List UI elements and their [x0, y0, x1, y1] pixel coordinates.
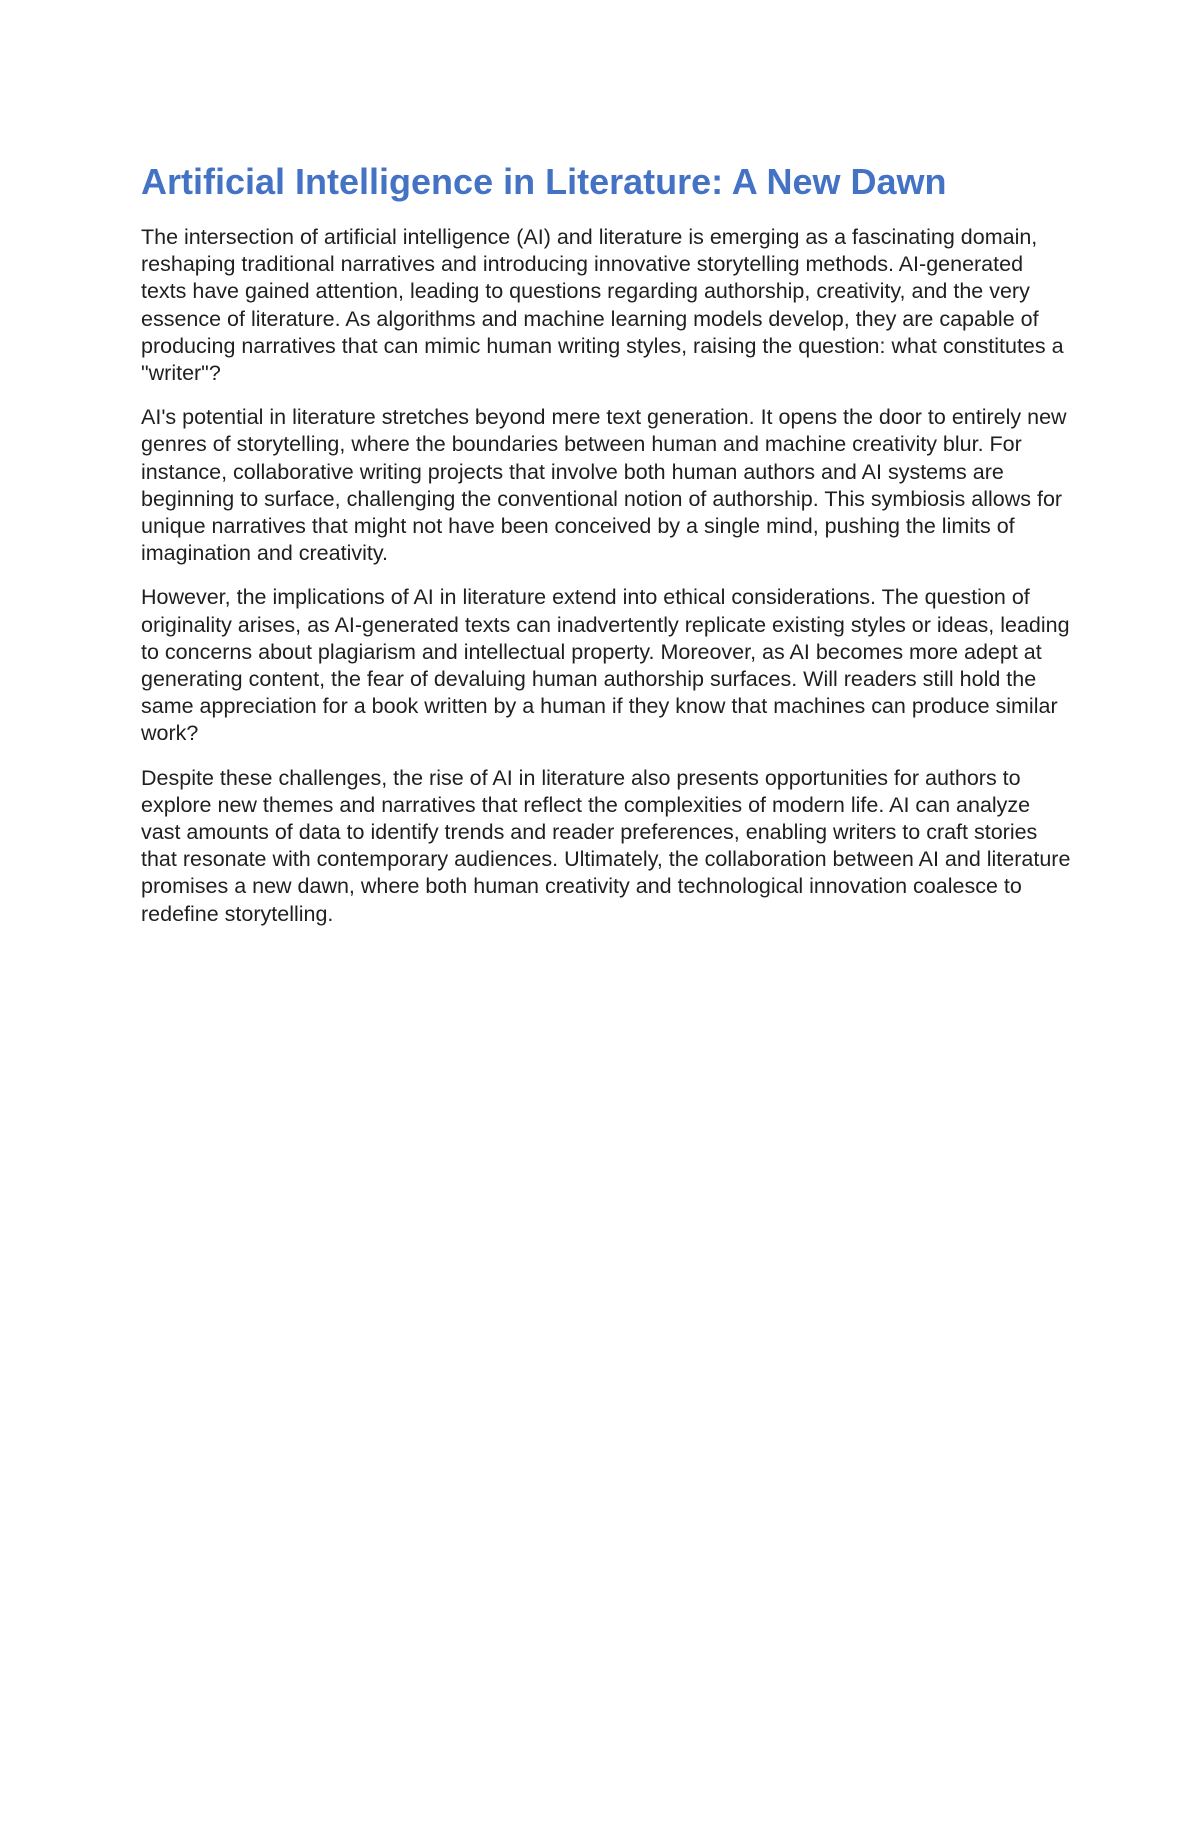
paragraph-potential: AI's potential in literature stretches beyond mere text generation. It opens the door to entirely new genres of storytelling, where the boundaries between human and machine creativity blur. For instance, collaborative writing projects that involve both human authors and AI systems are beginning to surface, challenging the conventional notion of authorship. This symbiosis allows for unique narratives that might not have been conceived by a single mind, pushing the limits of imagination and creativity. — [141, 405, 1067, 566]
paragraph-intro: The intersection of artificial intelligence (AI) and literature is emerging as a fascinating domain, reshaping traditional narratives and introducing innovative storytelling methods. AI-generated texts have gained attention, leading to questions regarding authorship, creativity, and the very essence of literature. As algorithms and machine learning models develop, they are capable of producing narratives that can mimic human writing styles, raising the question: what constitutes a "writer"? — [141, 225, 1064, 386]
document-body — [141, 160, 1071, 945]
paragraph-opportunities: Despite these challenges, the rise of AI in literature also presents opportunities for authors to explore new themes and narratives that reflect the complexities of modern life. AI can analyze vast amounts of data to identify trends and reader preferences, enabling writers to craft stories that resonate with contemporary audiences. Ultimately, the collaboration between AI and literature promises a new dawn, where both human creativity and technological innovation coalesce to redefine storytelling. — [141, 765, 1071, 926]
paragraph-ethics: However, the implications of AI in literature extend into ethical considerations. The question of originality arises, as AI-generated texts can inadvertently replicate existing styles or ideas, leading to concerns about plagiarism and intellectual property. Moreover, as AI becomes more adept at generating content, the fear of devaluing human authorship surfaces. Will readers still hold the same appreciation for a book written by a human if they know that machines can produce similar work? — [141, 585, 1070, 746]
document-title: Artificial Intelligence in Literature: A New Dawn — [141, 161, 947, 202]
